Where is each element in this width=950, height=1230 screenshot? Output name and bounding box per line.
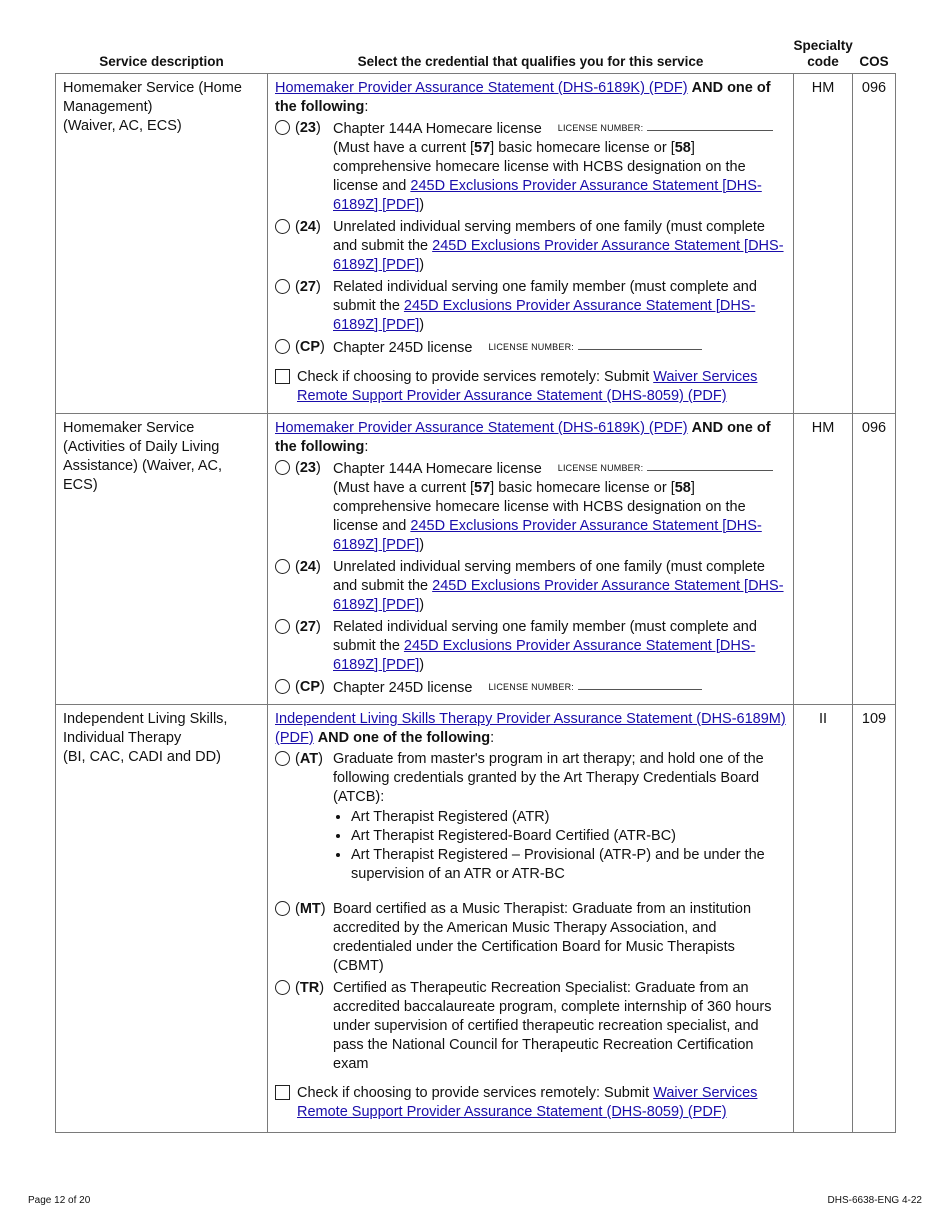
credential-option-cp: (CP) Chapter 245D license LICENSE NUMBER: [275, 678, 786, 698]
table-row [56, 705, 896, 1133]
radio-button[interactable] [275, 901, 290, 916]
radio-button[interactable] [275, 619, 290, 634]
cos-cell: 096 [853, 414, 896, 705]
table-row [56, 414, 896, 705]
service-description-cell [56, 705, 268, 1133]
form-number: DHS-6638-ENG 4-22 [827, 1195, 922, 1206]
license-number-label: LICENSE NUMBER: [488, 342, 574, 352]
radio-button[interactable] [275, 980, 290, 995]
remote-services-option: Check if choosing to provide services remotely: Submit Waiver Services Remote Support Provider Assurance Statement (DHS-8059) (PDF) [275, 1084, 786, 1122]
atcb-credential-list [333, 808, 786, 884]
page-number: Page 12 of 20 [28, 1195, 91, 1206]
credential-option-23: (23) Chapter 144A Homecare license LICENSE NUMBER: (Must have a current [57] basic homecare license or [58] comprehensive homecare license with HCBS designation on the license and 245D Exclusions Provider Assurance Statement [DHS-6189Z] [PDF]) [275, 459, 786, 555]
service-programs: (BI, CAC, CADI and DD) [63, 749, 221, 765]
radio-button[interactable] [275, 559, 290, 574]
specialty-code-cell: HM [794, 414, 853, 705]
assurance-statement-link[interactable]: Homemaker Provider Assurance Statement (DHS-6189K) (PDF) [275, 420, 688, 436]
specialty-code-cell: II [794, 705, 853, 1133]
assurance-requirement: Homemaker Provider Assurance Statement (DHS-6189K) (PDF) AND one of the following: [275, 80, 771, 115]
header-credential: Select the credential that qualifies you for this service [357, 54, 704, 69]
radio-button[interactable] [275, 679, 290, 694]
credential-option-cp: (CP) Chapter 245D license LICENSE NUMBER: [275, 338, 786, 358]
credential-option-tr: (TR) Certified as Therapeutic Recreation Specialist: Graduate from an accredited baccalaureate program, complete internship of 360 hours under supervision of certified therapeutic recreation specialist, and pass the National Council for Therapeutic Recreation Certification exam [275, 979, 786, 1074]
radio-button[interactable] [275, 219, 290, 234]
remote-support-statement-link[interactable]: Waiver Services Remote Support Provider Assurance Statement (DHS-8059) (PDF) [297, 369, 758, 404]
credential-option-24: (24) Unrelated individual serving members of one family (must complete and submit the 245D Exclusions Provider Assurance Statement [DHS-6189Z] [PDF]) [275, 218, 786, 275]
remote-checkbox[interactable] [275, 1085, 290, 1100]
exclusions-statement-link[interactable]: 245D Exclusions Provider Assurance Statement [DHS-6189Z] [PDF] [333, 298, 756, 333]
radio-button[interactable] [275, 460, 290, 475]
remote-checkbox[interactable] [275, 369, 290, 384]
credential-cell [268, 705, 794, 1133]
exclusions-statement-link[interactable]: 245D Exclusions Provider Assurance Statement [DHS-6189Z] [PDF] [333, 238, 784, 273]
radio-button[interactable] [275, 339, 290, 354]
exclusions-statement-link[interactable]: 245D Exclusions Provider Assurance Statement [DHS-6189Z] [PDF] [333, 178, 762, 213]
credential-option-24: (24) Unrelated individual serving members of one family (must complete and submit the 245D Exclusions Provider Assurance Statement [DHS-6189Z] [PDF]) [275, 558, 786, 615]
header-cos: COS [859, 54, 889, 69]
credential-option-27: (27) Related individual serving one family member (must complete and submit the 245D Exclusions Provider Assurance Statement [DHS-6189Z] [PDF]) [275, 618, 786, 675]
table-row [56, 74, 896, 414]
exclusions-statement-link[interactable]: 245D Exclusions Provider Assurance Statement [DHS-6189Z] [PDF] [333, 578, 784, 613]
assurance-statement-link[interactable]: Homemaker Provider Assurance Statement (DHS-6189K) (PDF) [275, 80, 688, 96]
exclusions-statement-link[interactable]: 245D Exclusions Provider Assurance Statement [DHS-6189Z] [PDF] [333, 638, 756, 673]
credential-option-at: (AT) Graduate from master's program in art therapy; and hold one of the following credentials granted by the Art Therapy Credentials Board (ATCB): • Art Therapist Registered (ATR) • Art Therapist Registered-Board Certified (ATR-BC) • Art Therapist Registered – Provisional (ATR-P) and be under the supervision of an ATR or ATR-BC [275, 750, 786, 884]
license-number-label: LICENSE NUMBER: [488, 682, 574, 692]
service-description-cell [56, 414, 268, 705]
remote-services-option: Check if choosing to provide services remotely: Submit Waiver Services Remote Support Provider Assurance Statement (DHS-8059) (PDF) [275, 368, 786, 406]
credential-option-23: (23) Chapter 144A Homecare license LICENSE NUMBER: (Must have a current [57] basic homecare license or [58] comprehensive homecare license with HCBS designation on the license and 245D Exclusions Provider Assurance Statement [DHS-6189Z] [PDF]) [275, 119, 786, 215]
service-name: Homemaker Service (Home Management) [63, 80, 242, 115]
credential-cell [268, 74, 794, 414]
remote-support-statement-link[interactable]: Waiver Services Remote Support Provider Assurance Statement (DHS-8059) (PDF) [297, 1085, 758, 1120]
header-specialty-code: Specialty code [793, 38, 853, 69]
header-service-description: Service description [99, 54, 224, 69]
list-item: • Art Therapist Registered (ATR) [351, 808, 786, 827]
license-number-label: LICENSE NUMBER: [557, 123, 644, 133]
license-number-field[interactable] [578, 340, 702, 350]
radio-button[interactable] [275, 120, 290, 135]
service-name: Homemaker Service (Activities of Daily Living Assistance) (Waiver, AC, ECS) [63, 420, 223, 493]
assurance-statement-link[interactable]: Independent Living Skills Therapy Provider Assurance Statement (DHS-6189M) (PDF) [275, 711, 786, 746]
cos-cell: 109 [853, 705, 896, 1133]
license-number-field[interactable] [578, 680, 702, 690]
license-number-field[interactable] [647, 121, 773, 131]
service-description-cell [56, 74, 268, 414]
assurance-requirement: Homemaker Provider Assurance Statement (DHS-6189K) (PDF) AND one of the following: [275, 420, 771, 455]
table-header-row [56, 38, 896, 74]
service-programs: (Waiver, AC, ECS) [63, 118, 182, 134]
list-item: • Art Therapist Registered-Board Certified (ATR-BC) [351, 827, 786, 846]
license-number-field[interactable] [647, 461, 773, 471]
specialty-code-cell: HM [794, 74, 853, 414]
credential-option-mt: (MT) Board certified as a Music Therapist: Graduate from an institution accredited by the American Music Therapy Association, and credentialed under the Certification Board for Music Therapists (CBMT) [275, 900, 786, 976]
credential-option-27: (27) Related individual serving one family member (must complete and submit the 245D Exclusions Provider Assurance Statement [DHS-6189Z] [PDF]) [275, 278, 786, 335]
service-name: Independent Living Skills, Individual Therapy [63, 711, 228, 746]
assurance-requirement: Independent Living Skills Therapy Provider Assurance Statement (DHS-6189M) (PDF) AND one of the following: [275, 711, 786, 746]
radio-button[interactable] [275, 751, 290, 766]
exclusions-statement-link[interactable]: 245D Exclusions Provider Assurance Statement [DHS-6189Z] [PDF] [333, 518, 762, 553]
cos-cell: 096 [853, 74, 896, 414]
service-credential-table [55, 38, 896, 1133]
credential-cell [268, 414, 794, 705]
license-number-label: LICENSE NUMBER: [557, 463, 644, 473]
list-item: • Art Therapist Registered – Provisional (ATR-P) and be under the supervision of an ATR or ATR-BC [351, 846, 786, 884]
radio-button[interactable] [275, 279, 290, 294]
